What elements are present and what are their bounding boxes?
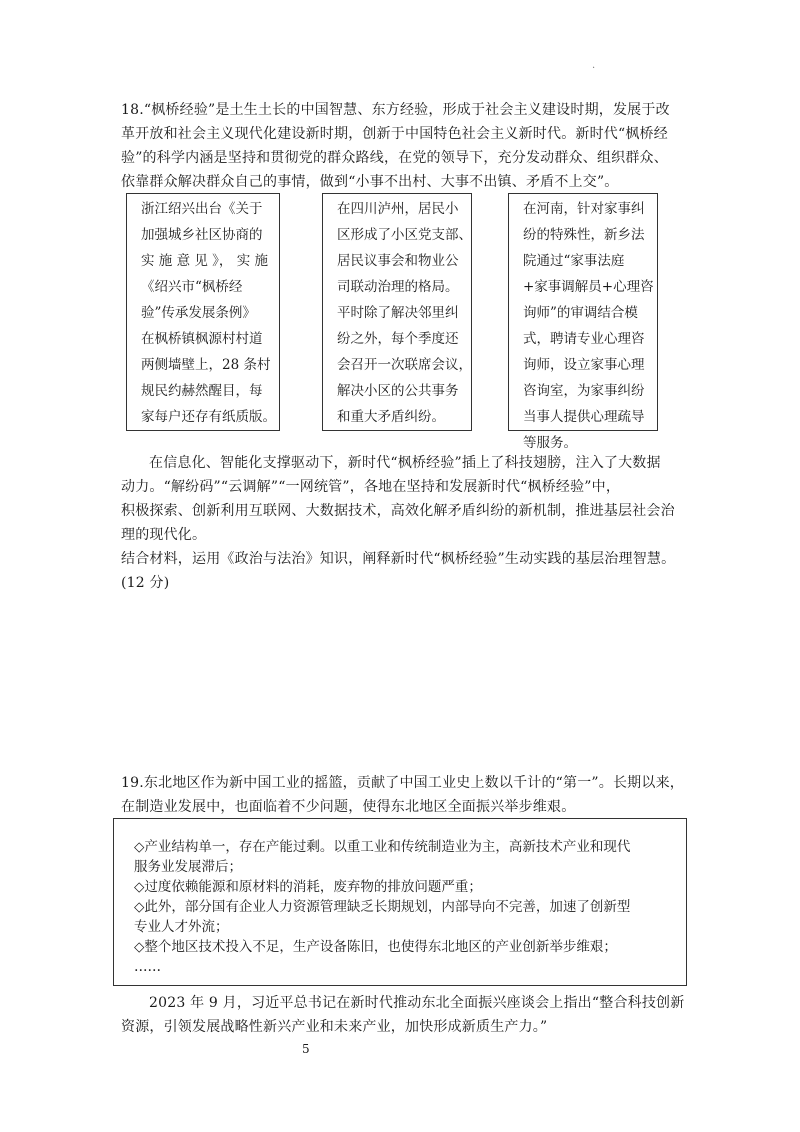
box-line: 在四川泸州，居民小 <box>337 201 459 217</box>
box-line: 解决小区的公共事务 <box>337 383 459 399</box>
box-line: ◇此外，部分国有企业人力资源管理缺乏长期规划，内部导向不完善，加速了创新型 <box>134 899 631 915</box>
followup-line: 动力。“解纷码”“云调解”“一网统管”，各地在坚持和发展新时代“枫桥经验”中， <box>121 479 621 495</box>
box-line: 平时除了解决邻里纠 <box>337 305 459 321</box>
scan-dot: . <box>592 60 596 71</box>
box-line: 纷之外，每个季度还 <box>337 331 459 347</box>
followup-line: 积极探索、创新利用互联网、大数据技术，高效化解矛盾纠纷的新机制，推进基层社会治 <box>121 503 675 519</box>
q18-stem-line: 18.“枫桥经验”是土生土长的中国智慧、东方经验，形成于社会主义建设时期，发展于改 <box>121 102 670 118</box>
q18-stem <box>121 98 670 194</box>
q18-stem-line: 依靠群众解决群众自己的事情，做到“小事不出村、大事不出镇、矛盾不上交”。 <box>121 174 619 190</box>
box-line: 司联动治理的格局。 <box>337 279 459 295</box>
q19-followup-line: 资源，引领发展战略性新兴产业和未来产业，加快形成新质生产力。” <box>121 1019 548 1035</box>
q18-question <box>121 547 675 595</box>
box-line: 询师”的审调结合模 <box>523 305 638 321</box>
followup-line: 理的现代化。 <box>121 527 207 543</box>
material-box-zhejiang <box>126 193 280 431</box>
box-line: 实 施 意 见 》， 实 施 <box>141 253 268 269</box>
box-line: 和重大矛盾纠纷。 <box>337 409 445 425</box>
q18-stem-line: 革开放和社会主义现代化建设新时期，创新于中国特色社会主义新时代。新时代“枫桥经 <box>121 126 668 142</box>
box-line: 居民议事会和物业公 <box>337 253 459 269</box>
box-line: 《绍兴市“枫桥经 <box>141 279 243 295</box>
box-line: 浙江绍兴出台《关于 <box>141 201 263 217</box>
q19-followup <box>121 991 684 1039</box>
box-line: 专业人才外流； <box>134 919 229 935</box>
box-line: 在河南，针对家事纠 <box>523 201 645 217</box>
box-line: …… <box>134 959 161 975</box>
followup-line: 在信息化、智能化支撑驱动下，新时代“枫桥经验”插上了科技翅膀，注入了大数据 <box>149 455 661 471</box>
box-line: 询师，设立家事心理 <box>523 357 645 373</box>
material-box-sichuan <box>322 193 472 431</box>
q18-followup-paragraph <box>121 451 675 547</box>
box-line: ◇过度依赖能源和原材料的消耗，废弃物的排放问题严重； <box>134 879 482 895</box>
box-line: 两侧墙壁上，28 条村 <box>141 357 271 373</box>
box-line: 规民约赫然醒目，每 <box>141 383 263 399</box>
question-line: 结合材料，运用《政治与法治》知识，阐释新时代“枫桥经验”生动实践的基层治理智慧。 <box>121 551 676 567</box>
q18-stem-line: 验”的科学内涵是坚持和贯彻党的群众路线，在党的领导下，充分发动群众、组织群众、 <box>121 150 668 166</box>
box-line: 区形成了小区党支部、 <box>337 227 472 243</box>
q19-material-box <box>113 818 687 986</box>
box-line: ◇产业结构单一，存在产能过剩。以重工业和传统制造业为主，高新技术产业和现代 <box>134 839 631 855</box>
box-line: 式，聘请专业心理咨 <box>523 331 645 347</box>
box-line: 等服务。 <box>523 435 577 451</box>
page-number: 5 <box>302 1042 310 1056</box>
material-box-henan <box>508 193 658 451</box>
box-line: 验”传承发展条例》 <box>141 305 256 321</box>
q19-stem-line: 19.东北地区作为新中国工业的摇篮，贡献了中国工业史上数以千计的“第一”。长期以来， <box>121 775 684 791</box>
box-line: 家每户还存有纸质版。 <box>141 409 276 425</box>
question-score: (12 分) <box>121 575 170 591</box>
box-line: 服务业发展滞后； <box>134 859 242 875</box>
box-line: 当事人提供心理疏导 <box>523 409 645 425</box>
box-line: 加强城乡社区协商的 <box>141 227 263 243</box>
box-line: ◇整个地区技术投入不足，生产设备陈旧，也使得东北地区的产业创新举步维艰； <box>134 939 617 955</box>
box-line: 院通过“家事法庭 <box>523 253 625 269</box>
q19-stem <box>121 771 684 819</box>
q19-stem-line: 在制造业发展中，也面临着不少问题，使得东北地区全面振兴举步维艰。 <box>121 799 576 815</box>
box-line: 会召开一次联席会议， <box>337 357 472 373</box>
box-line: 纷的特殊性，新乡法 <box>523 227 645 243</box>
box-line: 在枫桥镇枫源村村道 <box>141 331 263 347</box>
q19-followup-line: 2023 年 9 月，习近平总书记在新时代推动东北全面振兴座谈会上指出“整合科技创新 <box>149 995 685 1011</box>
box-line: 咨询室，为家事纠纷 <box>523 383 645 399</box>
box-line: +家事调解员+心理咨 <box>523 279 654 295</box>
